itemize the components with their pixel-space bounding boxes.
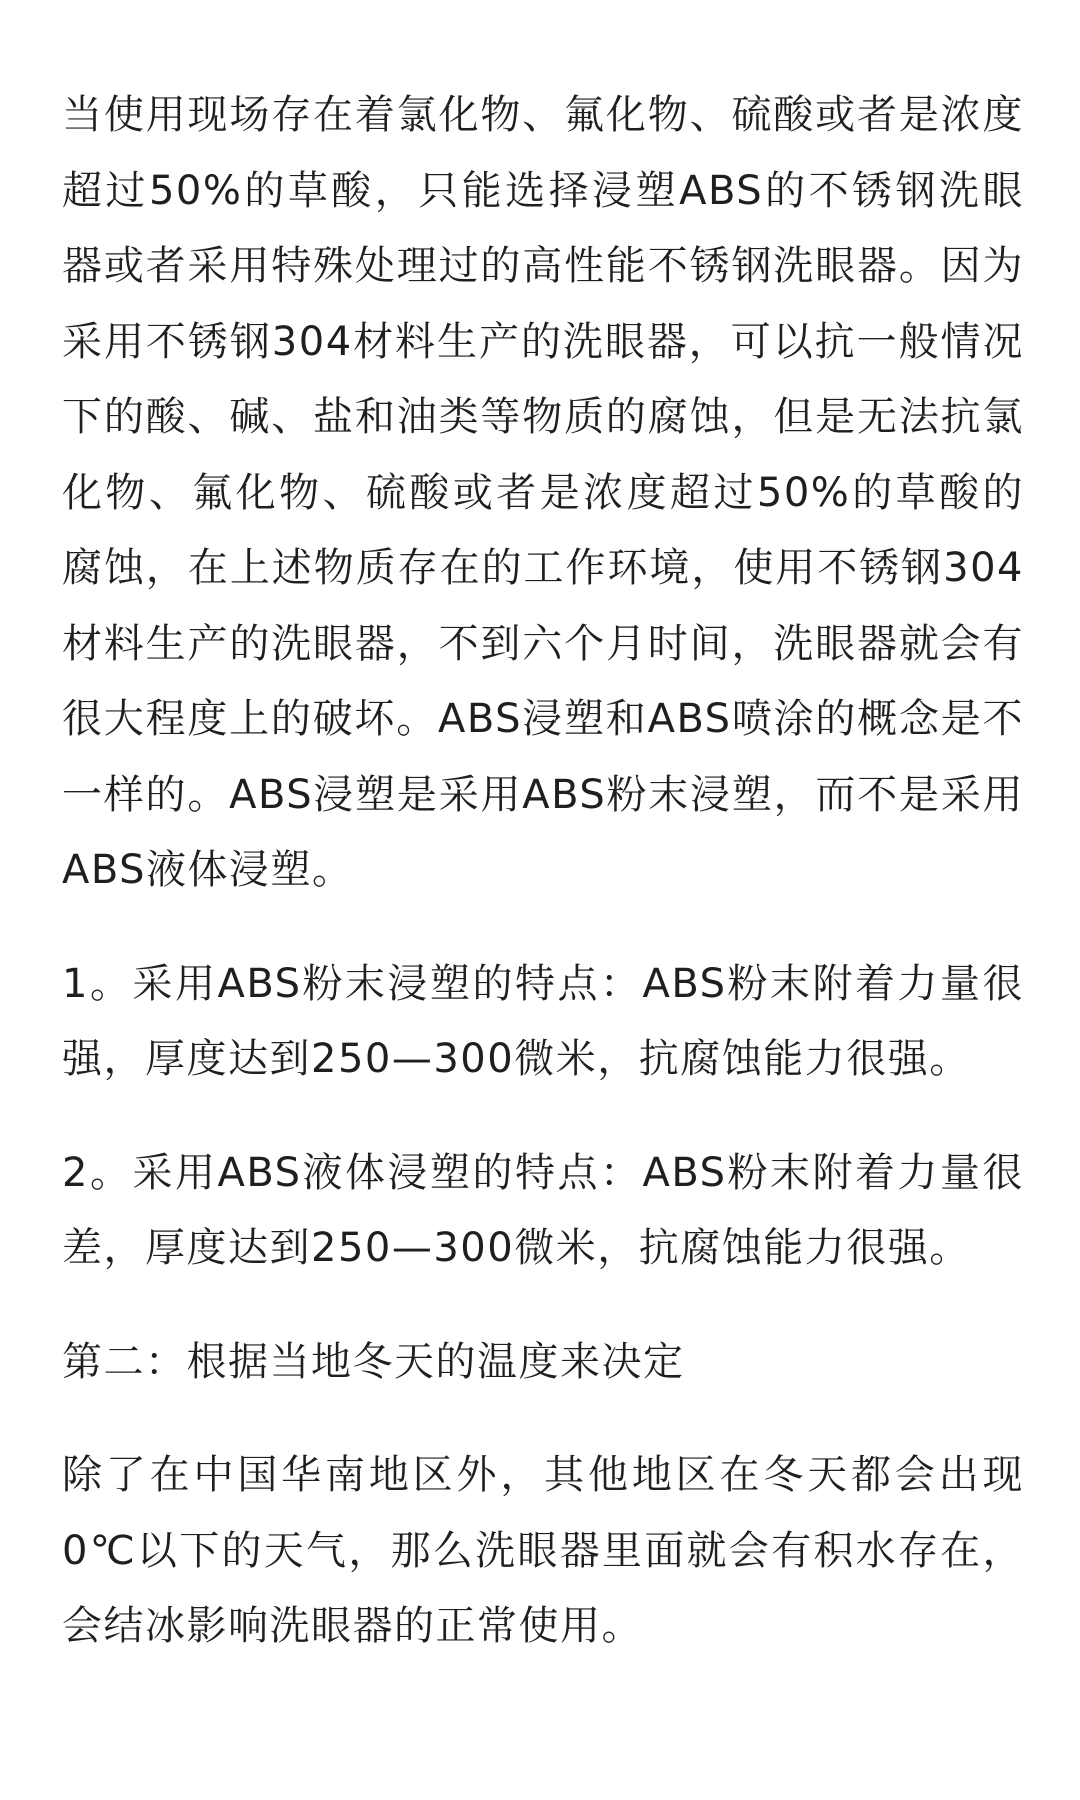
paragraph-liquid-coating: 2。采用ABS液体浸塑的特点：ABS粉末附着力量很差，厚度达到250—300微米，抗腐蚀能力很强。: [62, 1149, 1024, 1271]
paragraph-intro: 当使用现场存在着氯化物、氟化物、硫酸或者是浓度超过50%的草酸，只能选择浸塑ABS的不锈钢洗眼器或者采用特殊处理过的高性能不锈钢洗眼器。因为采用不锈钢304材料生产的洗眼器，可以抗一般情况下的酸、碱、盐和油类等物质的腐蚀，但是无法抗氯化物、氟化物、硫酸或者是浓度超过50%的草酸的腐蚀，在上述物质存在的工作环境，使用不锈钢304材料生产的洗眼器，不到六个月时间，洗眼器就会有很大程度上的破坏。ABS浸塑和ABS喷涂的概念是不一样的。ABS浸塑是采用ABS粉末浸塑，而不是采用ABS液体浸塑。: [62, 92, 1024, 893]
section-heading-temperature: 第二：根据当地冬天的温度来决定: [62, 1338, 685, 1385]
article-body: [62, 78, 1024, 1665]
paragraph-winter: 除了在中国华南地区外，其他地区在冬天都会出现0℃以下的天气，那么洗眼器里面就会有积水存在，会结冰影响洗眼器的正常使用。: [62, 1452, 1024, 1649]
paragraph-powder-coating: 1。采用ABS粉末浸塑的特点：ABS粉末附着力量很强，厚度达到250—300微米，抗腐蚀能力很强。: [62, 960, 1024, 1082]
